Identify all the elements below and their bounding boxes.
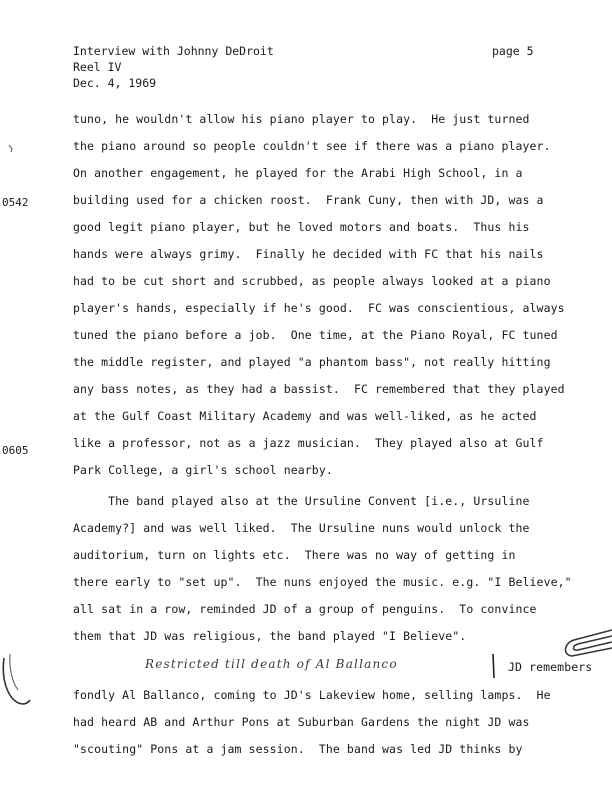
timecode-margin-note: 0542 xyxy=(2,196,29,209)
text-line: auditorium, turn on lights etc. There was no way of getting in xyxy=(73,548,516,562)
timecode-margin-note: 0605 xyxy=(2,444,29,457)
text-line: had to be cut short and scrubbed, as people always looked at a piano xyxy=(73,274,551,288)
page-number: page 5 xyxy=(492,44,534,58)
text-line: had heard AB and Arthur Pons at Suburban Gardens the night JD was xyxy=(73,715,530,729)
text-line: fondly Al Ballanco, coming to JD's Lakeview home, selling lamps. He xyxy=(73,688,551,702)
paper-clip-icon xyxy=(560,622,612,662)
text-line: at the Gulf Coast Military Academy and was well-liked, as he acted xyxy=(73,409,537,423)
text-line: player's hands, especially if he's good. FC was conscientious, always xyxy=(73,301,565,315)
handwritten-restriction-note: Restricted till death of Al Ballanco xyxy=(145,657,398,671)
text-line: the middle register, and played "a phantom bass", not really hitting xyxy=(73,355,551,369)
text-line: like a professor, not as a jazz musician. They played also at Gulf xyxy=(73,436,544,450)
text-line: good legit piano player, but he loved motors and boats. Thus his xyxy=(73,220,530,234)
reel-label: Reel IV xyxy=(73,60,122,74)
text-line: Academy?] and was well liked. The Ursuline nuns would unlock the xyxy=(73,521,530,535)
text-line: On another engagement, he played for the Arabi High School, in a xyxy=(73,166,523,180)
text-line: tuno, he wouldn't allow his piano player to play. He just turned xyxy=(73,112,530,126)
bracket-mark xyxy=(490,653,498,679)
interview-date: Dec. 4, 1969 xyxy=(73,76,157,90)
text-line: them that JD was religious, the band played "I Believe". xyxy=(73,629,467,643)
text-line: all sat in a row, reminded JD of a group of penguins. To convince xyxy=(73,602,537,616)
text-line: any bass notes, as they had a bassist. FC remembered that they played xyxy=(73,382,565,396)
text-line: hands were always grimy. Finally he decided with FC that his nails xyxy=(73,247,544,261)
text-line: "scouting" Pons at a jam session. The band was led JD thinks by xyxy=(73,742,523,756)
text-line: the piano around so people couldn't see if there was a piano player. xyxy=(73,139,551,153)
text-line: Park College, a girl's school nearby. xyxy=(73,463,333,477)
text-line: tuned the piano before a job. One time, at the Piano Royal, FC tuned xyxy=(73,328,558,342)
text-line: The band played also at the Ursuline Convent [i.e., Ursuline xyxy=(73,494,530,508)
text-line: JD remembers xyxy=(508,660,593,674)
binder-ring-mark xyxy=(0,652,40,712)
interview-title: Interview with Johnny DeDroit xyxy=(73,44,274,58)
check-mark-icon xyxy=(8,143,18,153)
text-line: there early to "set up". The nuns enjoyed the music. e.g. "I Believe," xyxy=(73,575,572,589)
text-line: building used for a chicken roost. Frank Cuny, then with JD, was a xyxy=(73,193,544,207)
